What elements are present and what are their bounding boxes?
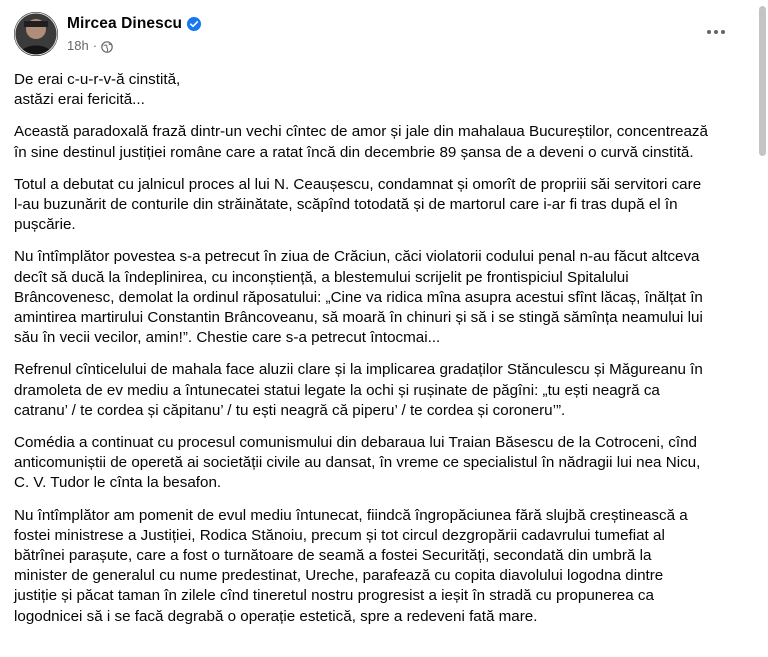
paragraph-line: anticomuniștii de operetă ai societății civile au dansat, în vreme ce specialistul în nădragii lui nea Nicu, — [14, 454, 701, 472]
post-paragraph — [14, 247, 749, 348]
verified-badge-icon — [187, 17, 201, 31]
post-timestamp[interactable]: 18h — [67, 38, 89, 53]
paragraph-line: Totul a debutat cu jalnicul proces al lui N. Ceaușescu, condamnat și omorît de propriii săi servitori care — [14, 175, 702, 193]
meta-separator: · — [92, 38, 98, 53]
paragraph-line: pușcărie. — [14, 216, 76, 234]
paragraph-line: Brâncovenesc, demolat la ordinul răposatului: „Cine va ridica mîna asupra acestui sfînt lăcaș, înălțat în — [14, 288, 703, 306]
paragraph-line: justiție și păcat taman în zilele cînd tineretul nostru progresist a ieșit în stradă cu propunerea ca — [14, 587, 654, 605]
post-paragraph — [14, 506, 749, 627]
paragraph-line: Nu întîmplător povestea s-a petrecut în ziua de Crăciun, căci violatorii codului penal n-au făcut altceva — [14, 248, 700, 266]
paragraph-line: De erai c-u-r-v-ă cinstită, — [14, 71, 181, 88]
paragraph-line: fostei ministrese a Justiției, Rodica Stănoiu, precum și tot circul dezgropării cadavrului tumefiat al — [14, 526, 665, 544]
paragraph-line: astăzi erai fericită... — [14, 91, 145, 109]
post-header — [14, 12, 734, 58]
more-options-icon[interactable] — [702, 22, 730, 42]
scrollbar-thumb[interactable] — [759, 6, 766, 156]
paragraph-line: decît să ducă la îndeplinirea, cu inconștiență, a blestemului scrijelit pe frontispiciul Spitalului — [14, 268, 629, 286]
paragraph-line: minister de generalul cu nume predestinat, Ureche, parafează cu copita diavolului logodna dintre — [14, 567, 664, 585]
post-paragraph — [14, 360, 749, 421]
paragraph-line: Nu întîmplător am pomenit de evul mediu întunecat, fiindcă îngropăciunea fără slujbă creștinească a — [14, 506, 688, 524]
paragraph-line: dramoleta de ev mediu a întunecatei statui legate la ochi și rușinate de păgîni: „tu ești neagră ca — [14, 381, 660, 399]
globe-icon[interactable] — [101, 40, 113, 52]
paragraph-line: Refrenul cînticelului de mahala face aluzii clare și la implicarea gradaților Stănculescu și Măgureanu în — [14, 361, 703, 379]
paragraph-line: amintirea martirului Constantin Brâncoveanu, să moară în chinuri și să i se stingă sămînța neamului lui — [14, 309, 703, 327]
paragraph-line: în sine destinul justiției române care a ratat încă din decembrie 89 șansa de a deveni o curvă cinstită. — [14, 143, 694, 161]
author-block — [67, 14, 201, 54]
post-meta — [67, 37, 201, 54]
post-paragraph — [14, 122, 749, 162]
post-paragraph — [14, 175, 749, 236]
post-paragraph — [14, 70, 749, 110]
scrollbar[interactable] — [756, 0, 768, 657]
avatar-image — [14, 12, 58, 56]
post-body — [14, 70, 749, 639]
paragraph-line: Această paradoxală frază dintr-un vechi cîntec de amor și jale din mahalaua Bucureștilor, concentrează — [14, 123, 708, 141]
paragraph-line: logodnicei să i se facă degrabă o operație estetică, spre a redeveni fată mare. — [14, 607, 538, 625]
paragraph-line: catranu’ / te cordea și căpitanu’ / tu ești neagră că piperu’ / te cordea și coroneru’”. — [14, 401, 566, 419]
paragraph-line: Comédia a continuat cu procesul comunismului din debaraua lui Traian Băsescu de la Cotroceni, cînd — [14, 434, 697, 452]
author-avatar[interactable] — [14, 12, 58, 56]
paragraph-line: C. V. Tudor le cînta la besafon. — [14, 474, 222, 492]
author-name[interactable]: Mircea Dinescu — [67, 15, 183, 32]
author-name-row — [67, 14, 201, 34]
post-paragraph — [14, 433, 749, 494]
paragraph-line: bătrînei parașute, care a fost o turnătoare de seamă a fostei Securități, secondată din umbră la — [14, 547, 652, 565]
paragraph-line: său în vecii vecilor, amin!”. Chestie care s-a petrecut întocmai... — [14, 329, 441, 347]
paragraph-line: l-au buzunărit de conturile din străinătate, scăpînd totodată și de martorul care i-ar fi tras după el în — [14, 196, 678, 214]
